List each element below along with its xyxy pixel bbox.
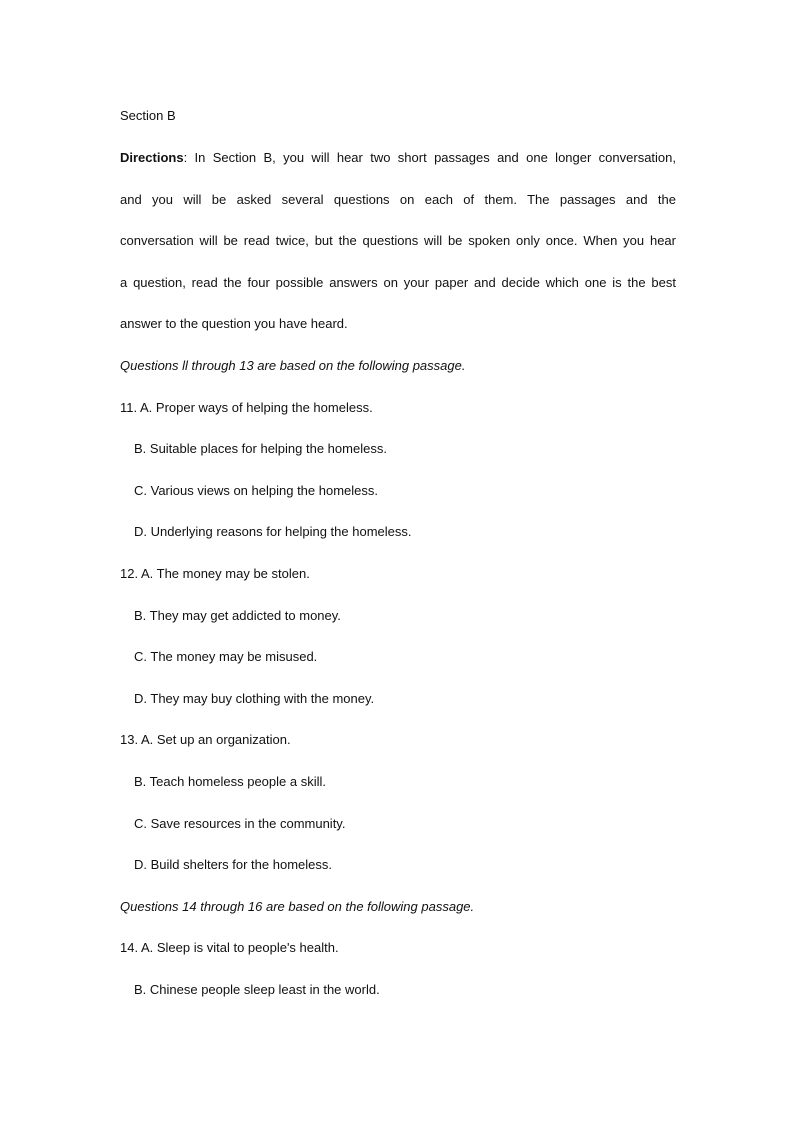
section-title: Section B: [120, 108, 176, 123]
q11-option-b: B. Suitable places for helping the homeless.: [134, 441, 387, 456]
group-heading-14-16: Questions 14 through 16 are based on the following passage.: [120, 899, 475, 914]
q14-option-a: 14. A. Sleep is vital to people's health.: [120, 940, 339, 955]
q14-option-b: B. Chinese people sleep least in the world.: [134, 982, 380, 997]
directions-line-5: answer to the question you have heard.: [120, 316, 348, 331]
directions-label: Directions: [120, 150, 184, 165]
directions-line-1: [120, 150, 676, 166]
directions-text-1: : In Section B, you will hear two short passages and one longer conversation,: [183, 150, 676, 165]
q11-option-d: D. Underlying reasons for helping the homeless.: [134, 524, 412, 539]
q12-option-d: D. They may buy clothing with the money.: [134, 691, 375, 706]
q12-option-c: C. The money may be misused.: [134, 649, 318, 664]
q11-option-a: 11. A. Proper ways of helping the homeless.: [120, 400, 373, 415]
q13-option-d: D. Build shelters for the homeless.: [134, 857, 332, 872]
q13-option-b: B. Teach homeless people a skill.: [134, 774, 326, 789]
q11-option-c: C. Various views on helping the homeless.: [134, 483, 378, 498]
q12-option-b: B. They may get addicted to money.: [134, 608, 341, 623]
q12-option-a: 12. A. The money may be stolen.: [120, 566, 310, 581]
directions-line-2: and you will be asked several questions on each of them. The passages and the: [120, 192, 676, 207]
q13-option-a: 13. A. Set up an organization.: [120, 732, 291, 747]
q13-option-c: C. Save resources in the community.: [134, 816, 346, 831]
directions-line-3: conversation will be read twice, but the questions will be spoken only once. When you hear: [120, 233, 676, 248]
directions-line-4: a question, read the four possible answers on your paper and decide which one is the best: [120, 275, 676, 290]
group-heading-11-13: Questions ll through 13 are based on the following passage.: [120, 358, 466, 373]
